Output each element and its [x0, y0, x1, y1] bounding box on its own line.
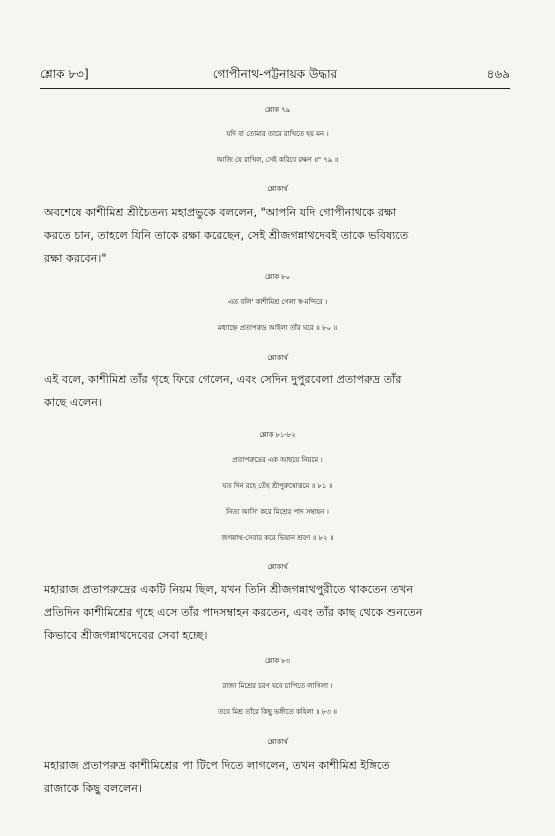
- translation-paragraph: [44, 368, 514, 414]
- verse-heading: শ্লোক ৮১-৮২: [259, 431, 296, 439]
- verse-heading: শ্লোক ৮৩: [265, 657, 290, 665]
- verse-line: নিত্য আসি' করে মিশ্রের পাদ সম্বাহন ।: [226, 508, 329, 516]
- header-chapter-title: গোপীনাথ-পট্টনায়ক উদ্ধার: [212, 67, 338, 81]
- verse-line: এত বলি' কাশীমিশ্র গেলা স্ব-মন্দিরে ।: [227, 298, 328, 306]
- verse-line: রাজা মিশ্রের চরণ যবে চাপিতে লাগিলা ।: [222, 682, 333, 690]
- translation-paragraph: [44, 578, 514, 647]
- running-header: [40, 66, 510, 86]
- translation-line: রাজাকে কিছু বললেন।: [44, 782, 142, 795]
- translation-paragraph: [44, 201, 514, 270]
- translation-line: কাছে এলেন।: [44, 396, 102, 409]
- verse-line: আজি যে রাখিল, সেই করিবে রক্ষণ ॥" ৭৯ ॥: [216, 156, 339, 164]
- translation-line: অবশেষে কাশীমিশ্র শ্রীচৈতন্য মহাপ্রভুকে বললেন, "আপনি যদি গোপীনাথকে রক্ষা: [44, 206, 397, 219]
- translation-line: মহারাজ প্রতাপরুদ্রের একটি নিয়ম ছিল, যখন তিনি শ্রীজগন্নাথপুরীতে থাকতেন তখন: [44, 583, 414, 596]
- translation-label: শ্লোকার্থ: [267, 738, 288, 746]
- translation-line: করতে চান, তাহলে যিনি তাকে রক্ষা করেছেন, সেই শ্রীজগন্নাথদেবই তাকে ভবিষ্যতে: [44, 229, 409, 242]
- translation-label: শ্লোকার্থ: [267, 185, 288, 193]
- verse-line: তবে মিশ্র তাঁরে কিছু ভঙ্গীতে কহিলা ॥ ৮৩ ॥: [218, 708, 337, 716]
- verse-heading: শ্লোক ৭৯: [265, 106, 290, 114]
- translation-line: রক্ষা করবেন।": [44, 252, 107, 265]
- verse-line: যদি বা তোমার তারে রাখিতে হয় মন ।: [226, 130, 329, 138]
- verse-heading: শ্লোক ৮০: [265, 273, 290, 281]
- translation-line: কিভাবে শ্রীজগন্নাথদেবের সেবা হচ্ছে।: [44, 629, 208, 642]
- verse-line: যত দিন রহে তেঁহ শ্রীপুরুষোত্তমে ॥ ৮১ ॥: [222, 482, 333, 490]
- translation-label: শ্লোকার্থ: [267, 563, 288, 571]
- header-page-number: ৪৬৯: [486, 67, 510, 81]
- verse-line: প্রতাপরুদ্রের এক আছয়ে নিয়মে ।: [232, 456, 323, 464]
- header-verse-ref: শ্লোক ৮৩]: [40, 67, 89, 81]
- translation-line: মহারাজ প্রতাপরুদ্র কাশীমিশ্রের পা টিপে দিতে লাগলেন, তখন কাশীমিশ্র ইঙ্গিতে: [44, 759, 390, 772]
- translation-label: শ্লোকার্থ: [267, 354, 288, 362]
- translation-line: এই বলে, কাশীমিশ্র তাঁর গৃহে ফিরে গেলেন, এবং সেদিন দুপুরবেলা প্রতাপরুদ্র তাঁর: [44, 373, 402, 386]
- verse-line: মধ্যাহ্নে প্রতাপরুদ্র আইলা তাঁর ঘরে ॥ ৮০ ॥: [217, 324, 338, 332]
- header-rule: [40, 88, 510, 89]
- translation-line: প্রতিদিন কাশীমিশ্রের গৃহে এসে তাঁর পাদসম্বাহন করতেন, এবং তাঁর কাছ থেকে শুনতেন: [44, 606, 423, 619]
- translation-paragraph: [44, 754, 514, 800]
- verse-line: জগন্নাথ-সেবার করে ভিয়ান শ্রবণ ॥ ৮২ ॥: [221, 534, 334, 542]
